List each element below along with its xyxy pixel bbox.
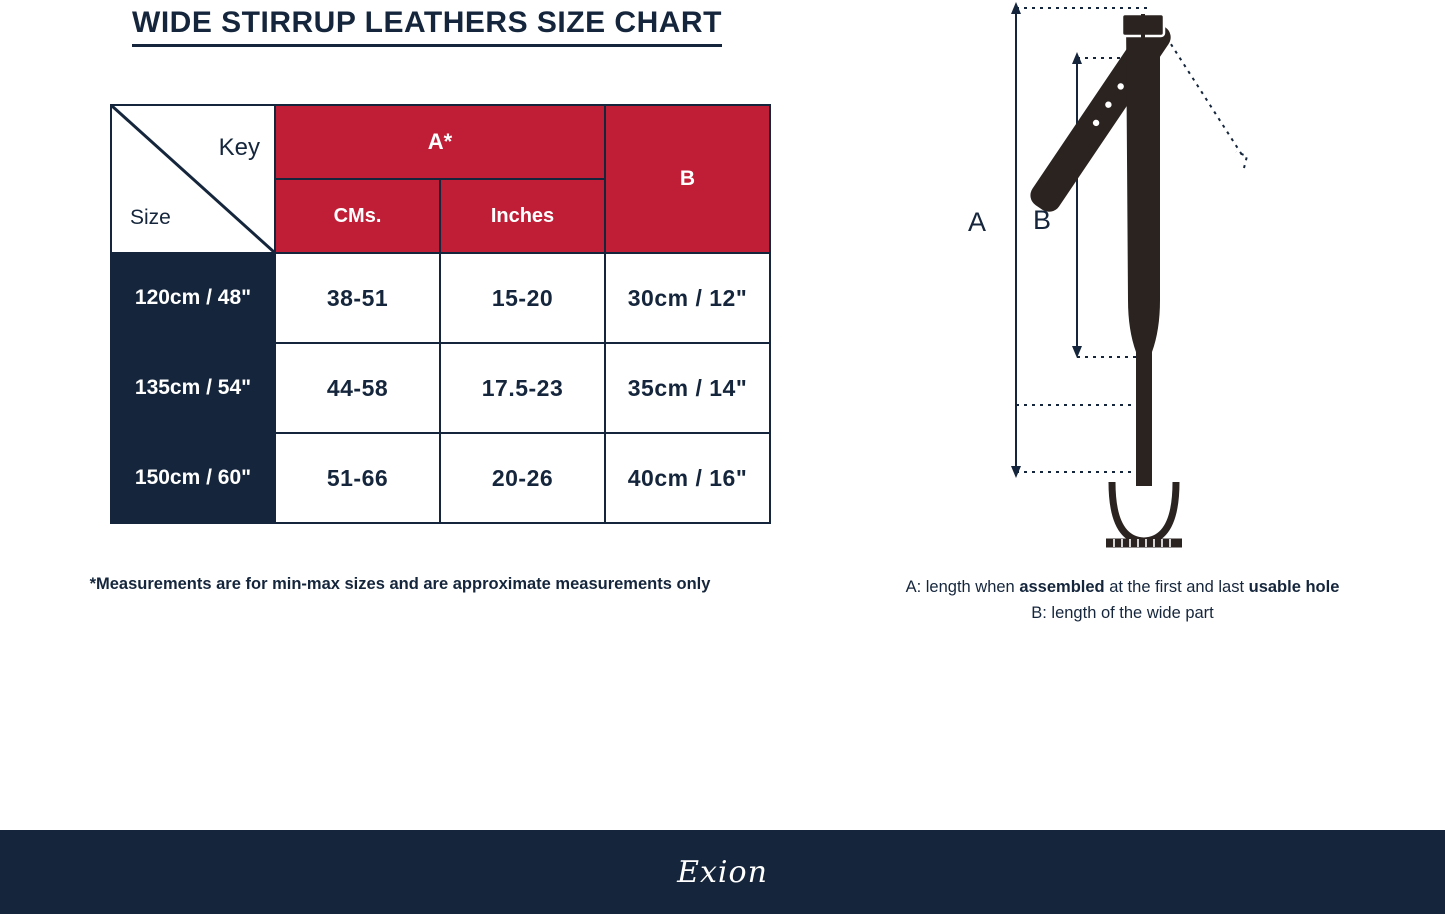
legend-a-bold-assembled: assembled <box>1019 578 1105 596</box>
row-b-value: 40cm / 16" <box>605 433 770 523</box>
table-header-row-1 <box>111 105 770 179</box>
legend-line-a <box>800 575 1445 601</box>
strap-direction-arrow <box>1236 152 1247 168</box>
corner-size-label: Size <box>130 206 171 229</box>
corner-diagonal-divider <box>112 106 274 252</box>
dimension-label-a: A <box>968 207 987 237</box>
diagram-legend <box>800 575 1445 626</box>
row-size-label: 150cm / 60" <box>111 433 275 523</box>
row-size-label: 120cm / 48" <box>111 253 275 343</box>
row-inches-value: 20-26 <box>440 433 605 523</box>
table-row <box>111 343 770 433</box>
size-chart-table <box>110 104 771 524</box>
row-b-value: 30cm / 12" <box>605 253 770 343</box>
header-cms: CMs. <box>275 179 440 253</box>
brand-logo: Exion <box>677 854 768 890</box>
header-group-b: B <box>605 105 770 253</box>
stirrup-iron <box>1106 482 1182 543</box>
table-row <box>111 433 770 523</box>
legend-a-bold-usable-hole: usable hole <box>1248 578 1340 596</box>
row-cms-value: 38-51 <box>275 253 440 343</box>
footer-bar <box>0 830 1445 914</box>
row-size-label: 135cm / 54" <box>111 343 275 433</box>
page-title: WIDE STIRRUP LEATHERS SIZE CHART <box>132 6 722 47</box>
leather-body <box>1126 16 1160 486</box>
stirrup-diagram-svg <box>800 0 1445 560</box>
header-group-a: A* <box>275 105 605 179</box>
table-row <box>111 253 770 343</box>
corner-key-label: Key <box>218 134 260 161</box>
legend-a-mid: at the first and last <box>1104 578 1249 596</box>
strap-direction-line <box>1158 24 1244 158</box>
row-cms-value: 44-58 <box>275 343 440 433</box>
row-b-value: 35cm / 14" <box>605 343 770 433</box>
measurement-footnote: *Measurements are for min-max sizes and are approximate measurements only <box>89 575 711 593</box>
header-inches: Inches <box>440 179 605 253</box>
row-cms-value: 51-66 <box>275 433 440 523</box>
row-inches-value: 15-20 <box>440 253 605 343</box>
diagram-panel <box>800 0 1445 830</box>
row-inches-value: 17.5-23 <box>440 343 605 433</box>
legend-a-pre: A: length when <box>905 578 1020 596</box>
legend-line-b: B: length of the wide part <box>1031 603 1214 622</box>
corner-key-size-cell <box>111 105 275 253</box>
dimension-label-b: B <box>1033 205 1052 235</box>
stirrup-leather-diagram <box>800 0 1445 560</box>
